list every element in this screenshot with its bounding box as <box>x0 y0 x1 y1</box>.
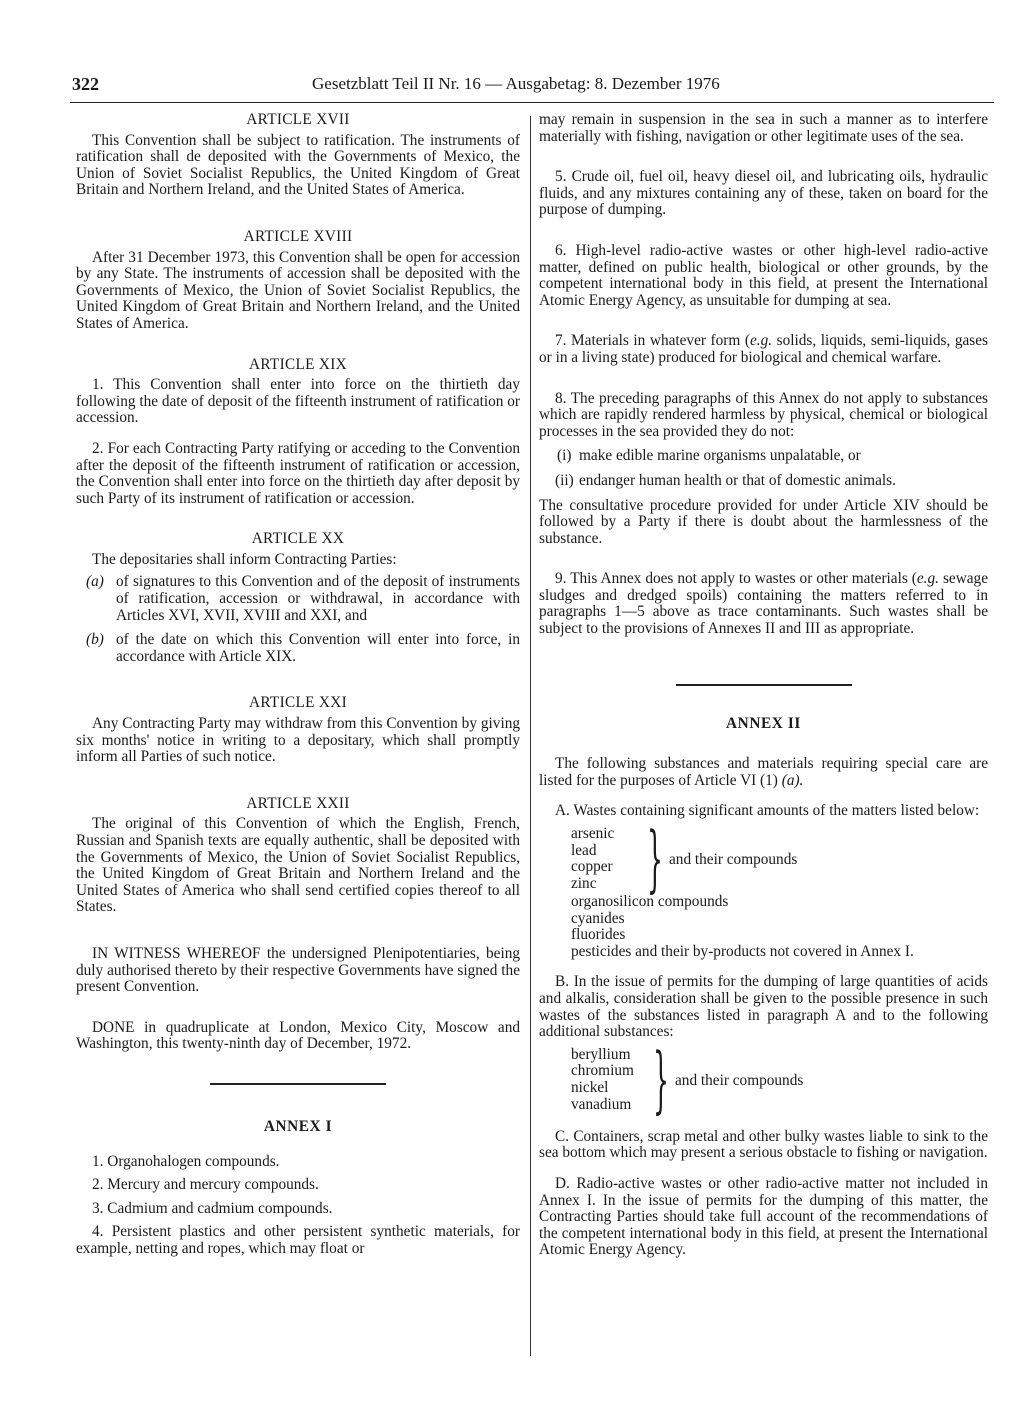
group-a-more <box>571 894 988 960</box>
group-item: beryllium <box>571 1045 631 1063</box>
running-title: Gesetzblatt Teil II Nr. 16 — Ausgabetag: 8. Dezember 1976 <box>312 74 720 93</box>
sub-text: make edible marine organisms unpalatable, or <box>579 447 861 465</box>
group-item: copper <box>571 858 613 876</box>
annex-1-item-6: 6. High-level radio-active wastes or other high-level radio-active matter, defined on public health, biological or other grounds, by the competent international body in this field, at present the International Atomic Energy Agency, as unsuitable for dumping at sea. <box>539 241 988 309</box>
group-item: chromium <box>571 1062 634 1080</box>
sub-text: endanger human health or that of domestic animals. <box>579 471 896 489</box>
annex-2-title: ANNEX II <box>726 714 801 732</box>
group-b-metals <box>571 1036 988 1122</box>
annex-1-item-8: 8. The preceding paragraphs of this Annex do not apply to substances which are rapidly rendered harmless by physical, chemical or biological processes in the sea provided they do not: <box>539 389 988 440</box>
annex-2-intro <box>539 756 988 789</box>
right-column <box>539 112 988 1259</box>
article-20-intro: The depositaries shall inform Contracting Parties: <box>92 550 397 568</box>
page-header <box>72 72 992 102</box>
annex-1-item-4: 4. Persistent plastics and other persistent synthetic materials, for example, netting and ropes, which may float or <box>76 1223 520 1257</box>
group-item: arsenic <box>571 825 615 843</box>
article-20-item-b <box>76 632 520 665</box>
annex-2-para-a: A. Wastes containing significant amounts of the matters listed below: <box>555 802 980 820</box>
item-8-sub-i <box>539 448 988 465</box>
item-text: of the date on which this Convention will enter into force, in accordance with Article XIX. <box>116 631 520 665</box>
annex-2-para-b: B. In the issue of permits for the dumping of large quantities of acids and alkalis, consideration shall be given to the possible presence in such wastes of the substances listed in paragraph A and to the following additional substances: <box>539 973 988 1041</box>
annex-1-item-3: 3. Cadmium and cadmium compounds. <box>92 1199 333 1217</box>
intro-text: The following substances and materials requiring special care are listed for the purposes of Article VI (1) <box>539 755 988 789</box>
annex-1-title: ANNEX I <box>263 1117 333 1135</box>
group-item: lead <box>571 841 597 859</box>
sub-label: (ii) <box>555 471 574 489</box>
article-19-title: ARTICLE XIX <box>249 355 347 373</box>
article-20-item-a <box>76 574 520 624</box>
annex-1-item-7 <box>539 333 988 366</box>
article-18-text: After 31 December 1973, this Convention shall be open for accession by any State. The instruments of accession shall be deposited with the Governments of Mexico, the Union of Soviet Socialist Republics, the United Kingdom of Great Britain and Northern Ireland, and the United States of America. <box>76 248 520 332</box>
group-item: zinc <box>571 874 597 892</box>
group-item: vanadium <box>571 1095 632 1113</box>
article-19-para-1: 1. This Convention shall enter into force on the thirtieth day following the date of deposit of the fifteenth instrument of ratification or accession. <box>76 376 520 427</box>
group-item: nickel <box>571 1078 609 1096</box>
annex-1-item-4-continued: may remain in suspension in the sea in such a manner as to interfere materially with fishing, navigation or other legitimate uses of the sea. <box>539 111 988 145</box>
intro-ref: (a). <box>781 771 804 789</box>
right-brace-icon: } <box>647 816 663 901</box>
annex-1-item-9 <box>539 571 988 637</box>
list-item: fluorides <box>571 926 626 944</box>
sub-label: (i) <box>557 447 572 465</box>
annex-2-para-d: D. Radio-active wastes or other radio-active matter not included in Annex I. In the issue of permits for the dumping of this matter, the Contracting Parties should take full account of the recommendations of the competent international body in this field, at present the International Atomic Energy Agency. <box>539 1174 988 1259</box>
annex-1-item-5: 5. Crude oil, fuel oil, heavy diesel oil, and lubricating oils, hydraulic fluids, and any mixtures containing any of these, taken on board for the purpose of dumping. <box>539 168 988 219</box>
item-label: (b) <box>86 631 104 649</box>
annex-2-para-c: C. Containers, scrap metal and other bulky wastes liable to sink to the sea bottom which may present a serious obstacle to fishing or navigation. <box>539 1127 988 1162</box>
group-a-metals <box>571 816 988 901</box>
article-22-text: The original of this Convention of which the English, French, Russian and Spanish texts are equally authentic, shall be deposited with the Governments of Mexico, the Union of Soviet Socialist Republics, the United Kingdom of Great Britain and Northern Ireland and the United States of America who shall send certified copies thereof to all States. <box>76 815 520 916</box>
item-text: of signatures to this Convention and of the deposit of instruments of ratification, accession or withdrawal, in accordance with Articles XVI, XVII, XVIII and XXI, and <box>116 573 520 624</box>
list-item: pesticides and their by-products not covered in Annex I. <box>571 942 914 960</box>
list-item: organosilicon compounds <box>571 893 729 911</box>
header-rule <box>70 102 994 103</box>
page-number: 322 <box>72 74 99 94</box>
article-21-text: Any Contracting Party may withdraw from this Convention by giving six months' notice in writing to a depositary, which shall promptly inform all Parties of such notice. <box>76 715 520 766</box>
right-brace-icon: } <box>653 1036 669 1122</box>
group-a-tail: and their compounds <box>669 851 798 869</box>
article-17-text: This Convention shall be subject to ratification. The instruments of ratification shall de deposited with the Governments of Mexico, the Union of Soviet Socialist Republics, the United Kingdom of Great Britain and Northern Ireland, and the United States of America. <box>76 131 520 199</box>
group-b-tail: and their compounds <box>675 1071 804 1089</box>
column-divider <box>530 116 531 1356</box>
article-21-title: ARTICLE XXI <box>249 694 347 712</box>
article-20-title: ARTICLE XX <box>251 530 345 548</box>
annex-1-item-1: 1. Organohalogen compounds. <box>92 1152 280 1170</box>
item-7-text-a: 7. Materials in whatever form ( <box>555 332 750 350</box>
article-17-title: ARTICLE XVII <box>246 111 350 128</box>
item-9-text-b: sewage sludges and dredged spoils) containing the matters referred to in paragraphs 1—5 above as trace contaminants. Such wastes shall be subject to the provisions of Annexes II and III as appropriate. <box>539 570 988 638</box>
article-18-title: ARTICLE XVIII <box>243 227 353 245</box>
item-7-eg: e.g. <box>749 332 773 350</box>
item-label: (a) <box>86 573 104 591</box>
article-22-title: ARTICLE XXII <box>246 794 350 812</box>
left-column <box>76 112 520 1258</box>
article-19-para-2: 2. For each Contracting Party ratifying or acceding to the Convention after the deposit of the fifteenth instrument of ratification or accession, the Convention shall enter into force on the thirtieth day after deposit by such Party of its instrument of ratification or accession. <box>76 439 520 507</box>
item-7-text-b: solids, liquids, semi-liquids, gases or in a living state) produced for biological and chemical warfare. <box>539 332 988 366</box>
item-9-text-a: 9. This Annex does not apply to wastes or other materials ( <box>555 570 917 588</box>
item-8-tail: The consultative procedure provided for under Article XIV should be followed by a Party if there is doubt about the harmlessness of the substance. <box>539 496 988 547</box>
list-item: cyanides <box>571 909 625 927</box>
item-9-eg: e.g. <box>916 570 939 588</box>
done-paragraph: DONE in quadruplicate at London, Mexico City, Moscow and Washington, this twenty-ninth day of December, 1972. <box>76 1018 520 1053</box>
in-witness-paragraph: IN WITNESS WHEREOF the undersigned Plenipotentiaries, being duly authorised thereto by their respective Governments have signed the present Convention. <box>76 944 520 996</box>
annex-1-item-2: 2. Mercury and mercury compounds. <box>92 1176 319 1194</box>
item-8-sub-ii <box>539 473 988 490</box>
